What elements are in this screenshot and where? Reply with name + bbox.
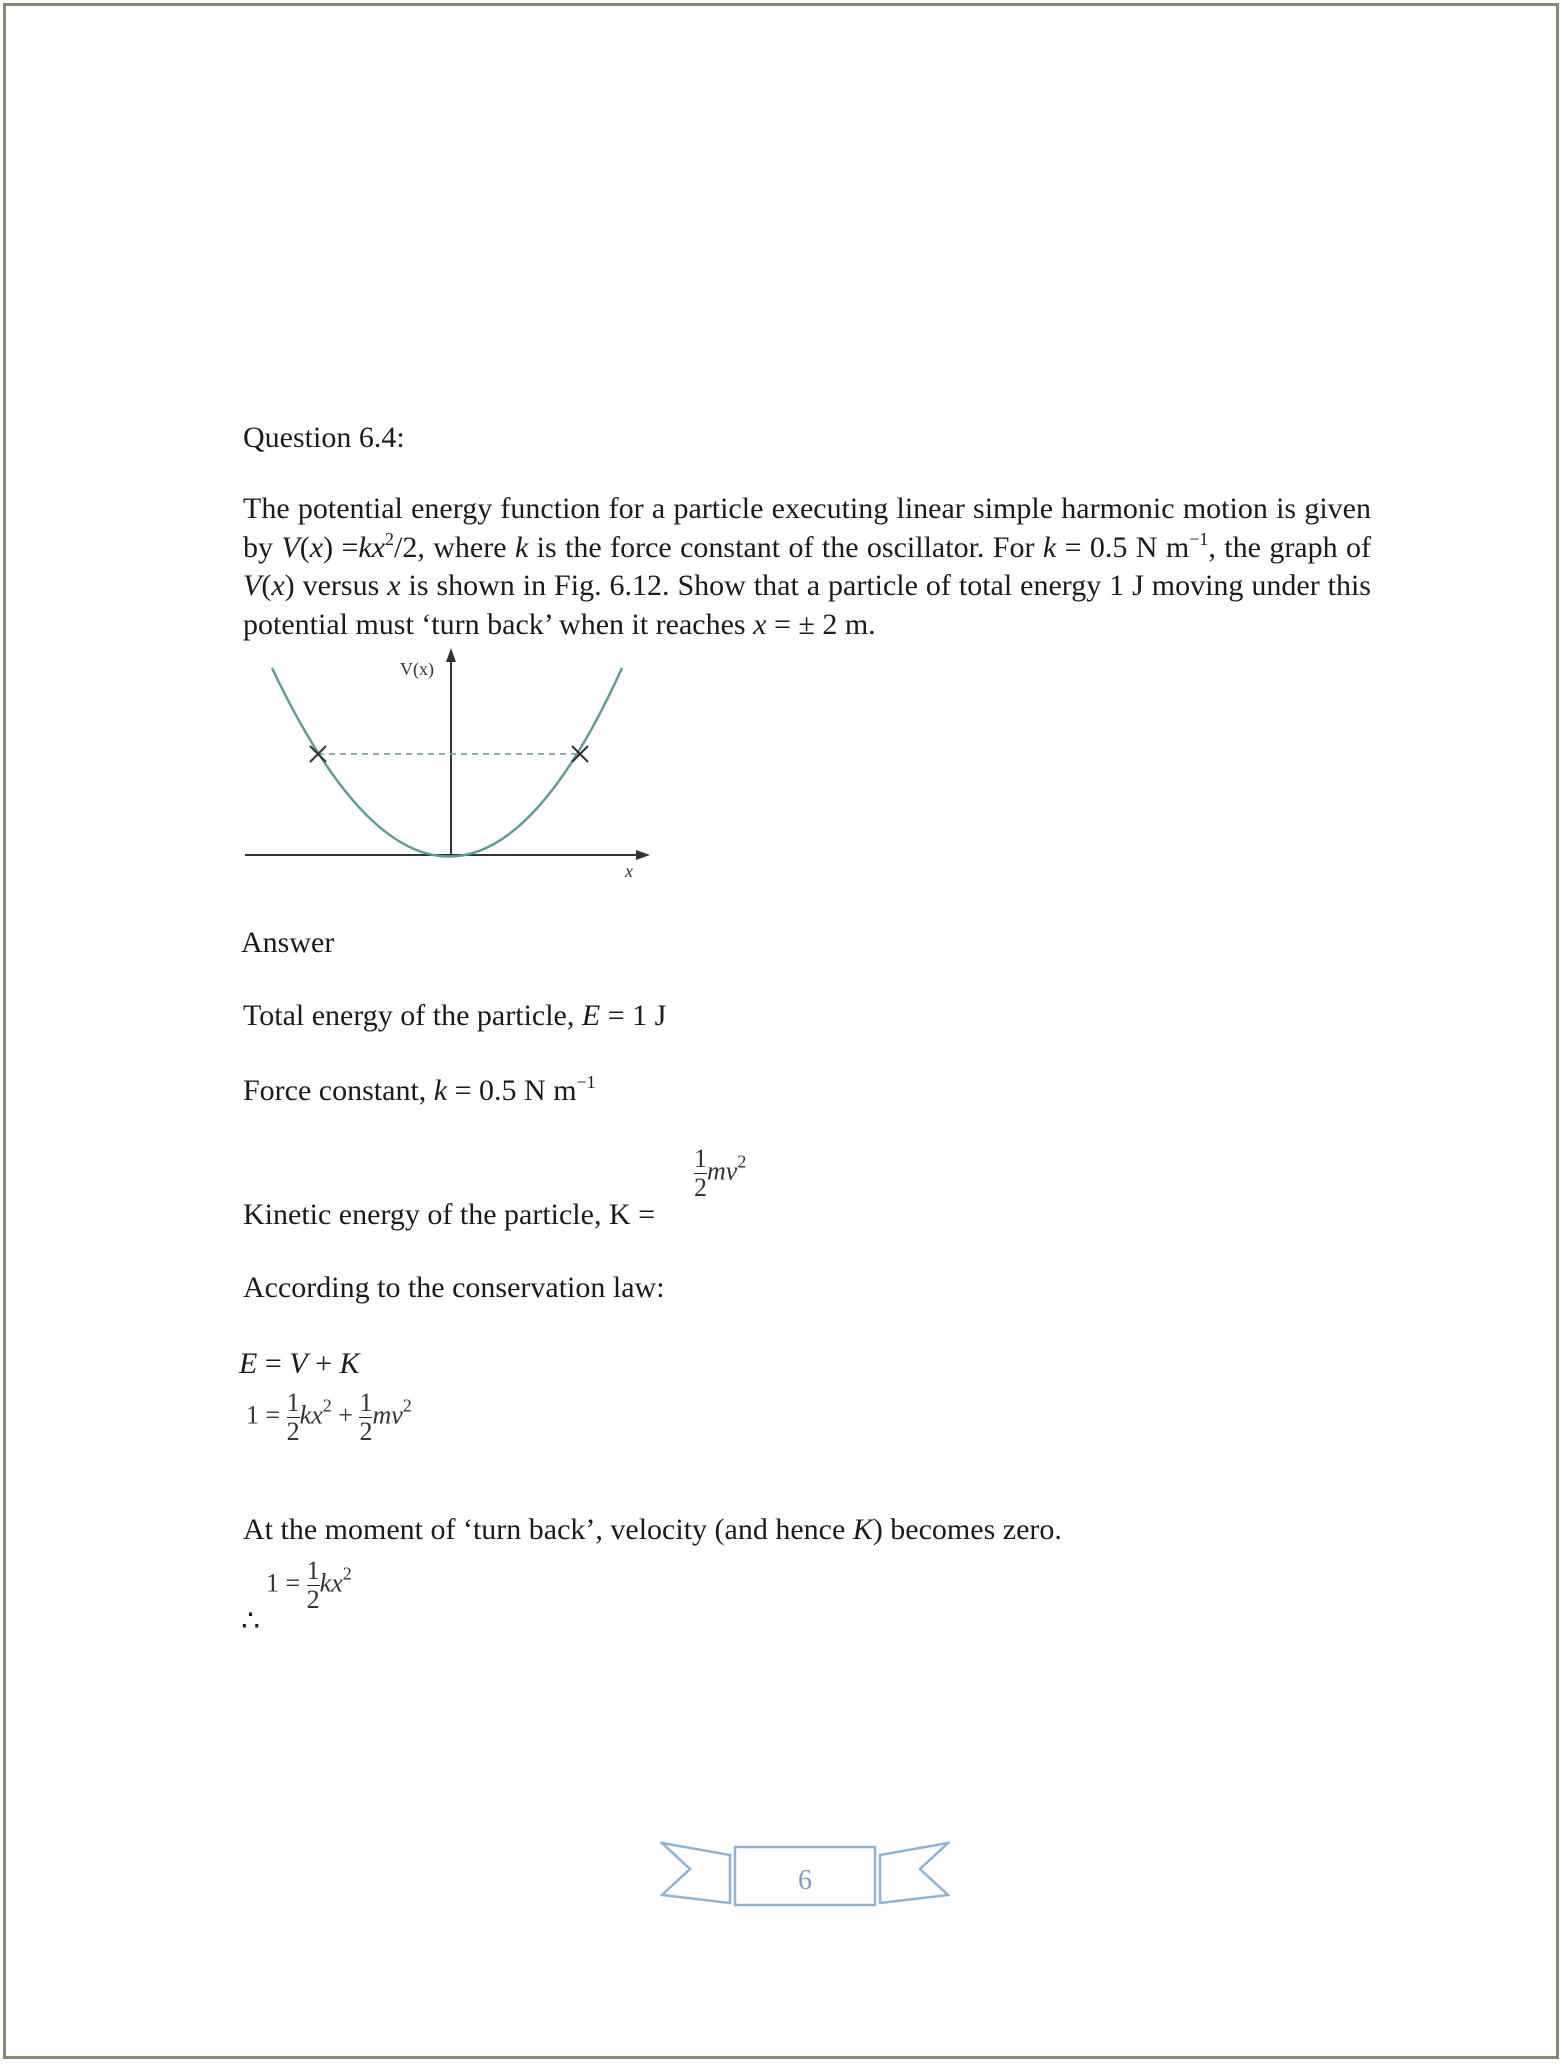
kinetic-energy-line: Kinetic energy of the particle, K = xyxy=(243,1198,656,1231)
parabola-curve xyxy=(272,668,622,857)
y-axis-arrow xyxy=(446,648,456,662)
ribbon-left-tail xyxy=(662,1843,730,1903)
potential-energy-graph xyxy=(240,640,660,890)
page-border xyxy=(3,3,1559,2059)
page-number: 6 xyxy=(798,1865,812,1896)
conservation-law-line: According to the conservation law: xyxy=(243,1271,665,1304)
y-axis-label: V(x) xyxy=(400,659,434,679)
force-constant-line: Force constant, k = 0.5 N $m^{-1}$ xyxy=(243,1072,596,1107)
turning-point-equation: 1 = $\frac{1}{2}$ $kx^2$ xyxy=(266,1556,352,1614)
page-number-ribbon xyxy=(660,1833,950,1913)
ribbon-right-tail xyxy=(880,1843,948,1903)
total-energy-line: Total energy of the particle, E = 1 J xyxy=(243,999,667,1032)
x-axis-arrow xyxy=(636,850,650,860)
x-axis-label: x xyxy=(625,861,633,881)
expanded-energy-equation: 1 = $\frac{1}{2}$ $kx^2$ + $\frac{1}{2}$ $mv^2$ xyxy=(246,1388,412,1446)
kinetic-energy-formula: $\frac{1}{2}$ $mv^2$ xyxy=(694,1144,747,1202)
therefore-symbol: ∴ xyxy=(241,1605,261,1638)
answer-heading: Answer xyxy=(241,926,335,959)
question-text: The potential energy function for a particle executing linear simple harmonic motion is given by $V(x) =kx^2/2$, where k is the force constant of the oscillator. For k = 0.5 N $m^{-1}$, the graph of V(x) versus x is shown in Fig. 6.12. Show that a particle of total energy 1 J moving under this potential must ‘turn back’ when it reaches x = ± 2 m. xyxy=(243,492,1372,641)
energy-equation: E = V + K xyxy=(239,1347,360,1380)
turn-back-line: At the moment of ‘turn back’, velocity (and hence K) becomes zero. xyxy=(243,1513,1062,1546)
question-heading: Question 6.4: xyxy=(243,421,405,454)
